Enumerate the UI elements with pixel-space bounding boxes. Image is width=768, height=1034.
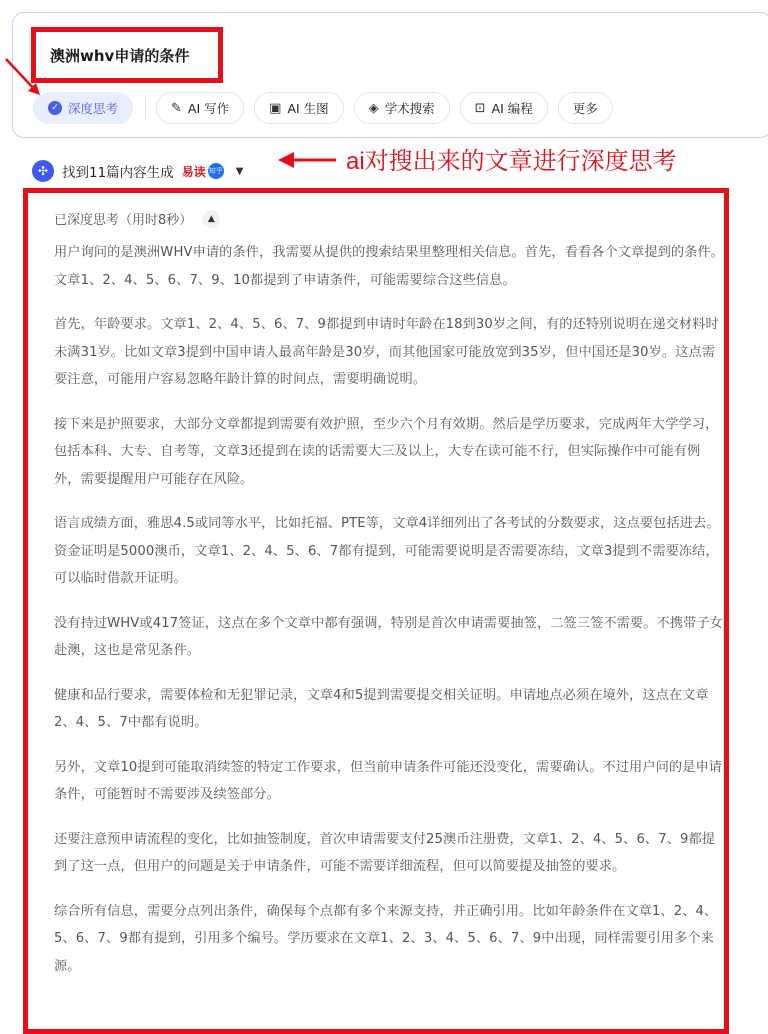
thinking-content [54,239,726,997]
ai-code-label: AI 编程 [491,101,533,116]
thinking-paragraph: 没有持过WHV或417签证，这点在多个文章中都有强调，特别是首次申请需要抽签，二签三签不需要。不携带子女赴澳，这也是常见条件。 [54,615,723,658]
thinking-header[interactable] [54,209,220,228]
source-badge-zhihu: 知乎 [208,163,224,179]
search-query[interactable]: 澳洲whv申请的条件 [31,27,223,83]
thinking-header-label: 已深度思考（用时8秒） [54,213,193,228]
thinking-panel [23,188,729,1034]
tool-row [33,91,623,125]
thinking-paragraph: 用户询问的是澳洲WHV申请的条件，我需要从提供的搜索结果里整理相关信息。首先，看看各个文章提到的条件。文章1、2、4、5、6、7、9、10都提到了申请条件，可能需要综合这些信息。 [54,245,725,288]
chevron-up-icon[interactable]: ▲ [202,210,220,228]
thinking-paragraph: 接下来是护照要求，大部分文章都提到需要有效护照，至少六个月有效期。然后是学历要求，完成两年大学学习，包括本科、大专、自考等，文章3还提到在读的话需要大三及以上，大专在读可能不行，但实际操作中可能有例外，需要提醒用户可能存在风险。 [54,416,719,487]
deep-think-label: 深度思考 [68,101,119,116]
grad-cap-icon: ◈ [368,100,379,116]
ai-code-button[interactable] [460,92,548,124]
ai-write-button[interactable] [156,92,244,124]
academic-search-button[interactable] [354,92,450,124]
code-icon: ⊡ [474,100,486,116]
ai-write-label: AI 写作 [187,101,230,116]
more-label: 更多 [572,101,598,116]
annotation-text: ai对搜出来的文章进行深度思考 [346,148,677,175]
pen-icon: ✎ [171,100,182,116]
annotation-arrow [276,150,338,170]
divider [145,98,146,118]
sources-label: 找到11篇内容生成 [62,165,174,181]
thinking-paragraph: 语言成绩方面，雅思4.5或同等水平，比如托福、PTE等，文章4详细列出了各考试的分数要求，这点要包括进去。资金证明是5000澳币，文章1、2、4、5、6、7都有提到，可能需要说明是否需要冻结，文章3提到不需要冻结，可以临时借款开证明。 [54,516,720,586]
ai-image-label: AI 生图 [287,101,329,116]
caret-down-icon[interactable]: ▼ [235,165,244,177]
check-circle-icon: ✓ [48,101,62,115]
thinking-paragraph: 首先，年龄要求。文章1、2、4、5、6、7、9都提到申请时年龄在18到30岁之间，有的还特别说明在递交材料时未满31岁。比如文章3提到中国申请人最高年龄是30岁，而其他国家可能放宽到35岁，但中国还是30岁。这点需要注意，可能用户容易忽略年龄计算的时间点，需要明确说明。 [54,317,719,387]
annotation-arrow-corner [0,55,50,105]
more-button[interactable] [558,92,613,124]
thinking-paragraph: 还要注意预申请流程的变化，比如抽签制度，首次申请需要支付25澳币注册费，文章1、2、4、5、6、7、9都提到了这一点，但用户的问题是关于申请条件，可能不需要详细流程，但可以简要提及抽签的要求。 [54,831,716,874]
image-icon: ▣ [269,100,282,116]
thinking-paragraph: 健康和品行要求，需要体检和无犯罪记录，文章4和5提到需要提交相关证明。申请地点必须在境外，这点在文章2、4、5、7中都有说明。 [54,687,709,730]
sources-row[interactable] [32,160,243,182]
academic-search-label: 学术搜索 [384,101,435,116]
search-card [12,12,768,138]
thinking-paragraph: 另外，文章10提到可能取消续签的特定工作要求，但当前申请条件可能还没变化，需要确认。不过用户问的是申请条件，可能暂时不需要涉及续签部分。 [54,759,723,802]
ai-image-button[interactable] [254,92,344,124]
source-badge-yidu: 易读 [181,164,206,179]
ai-logo-icon: ✣ [32,160,54,182]
thinking-paragraph: 综合所有信息，需要分点列出条件，确保每个点都有多个来源支持，并正确引用。比如年龄条件在文章1、2、4、5、6、7、9都有提到，引用多个编号。学历要求在文章1、2、3、4、5、6、7、9中出现，同样需要引用多个来源。 [54,903,718,974]
